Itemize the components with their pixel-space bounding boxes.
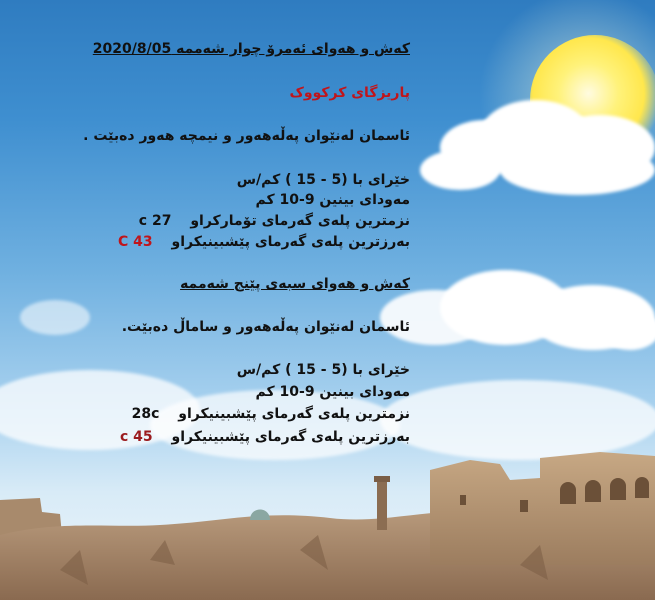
tomorrow-max-temp-value: 45 c [119, 429, 153, 445]
tomorrow-sky-text: ئاسمان لەنێوان پەڵەهەور و ساماڵ دەبێت. [121, 319, 410, 335]
today-wind-text: خێرای با (5 - 15 ) کم/س [236, 172, 410, 188]
tomorrow-title: کەش و هەوای سبەی پێنج شەممە [180, 276, 410, 292]
page-title: کەش و هەوای ئەمرۆ چوار شەممە 2020/8/05 [92, 41, 410, 57]
today-sky-text: ئاسمان لەنێوان پەڵەهەور و نیمچە هەور دەبێت . [83, 128, 410, 144]
tomorrow-min-temp-value: 28c [131, 406, 160, 422]
location-label: پاریزگای کرکووک [289, 85, 410, 101]
tomorrow-min-temp-label: نزمترین پلەی گەرمای پێشبینیکراو [178, 406, 410, 422]
tomorrow-max-temp-label: بەرزترین پلەی گەرمای پێشبینیکراو [171, 429, 410, 445]
tomorrow-min-temp-row [132, 405, 410, 423]
tomorrow-max-temp-row [120, 428, 410, 446]
today-max-temp-value: 43 C [118, 234, 153, 250]
today-max-temp-row [118, 233, 410, 251]
today-min-temp-label: نزمترین پلەی گەرمای تۆمارکراو [190, 213, 410, 229]
tomorrow-wind-text: خێرای با (5 - 15 ) کم/س [236, 362, 410, 378]
today-max-temp-label: بەرزترین پلەی گەرمای پێشبینیکراو [171, 234, 410, 250]
tomorrow-visibility-text: مەودای بینین 9-10 کم [255, 384, 410, 400]
today-min-temp-row [139, 212, 410, 230]
today-visibility-text: مەودای بینین 9-10 کم [255, 192, 410, 208]
today-min-temp-value: 27 c [138, 213, 172, 229]
